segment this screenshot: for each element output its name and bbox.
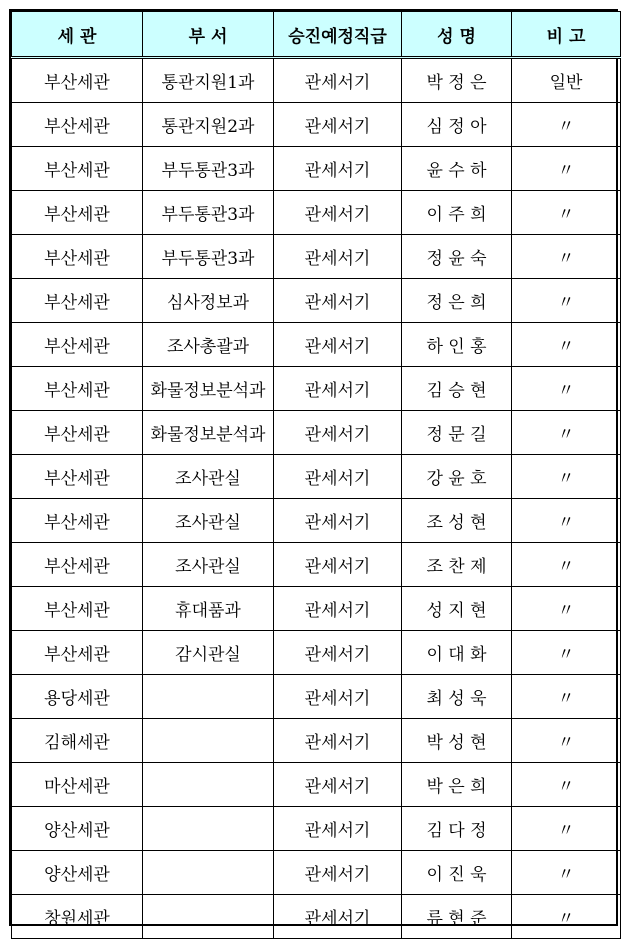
cell-remarks: 〃 [512, 895, 621, 939]
table-row [12, 851, 621, 895]
cell-department: 조사총괄과 [143, 323, 274, 367]
cell-remarks: 〃 [512, 719, 621, 763]
cell-customs-office: 부산세관 [12, 367, 143, 411]
cell-promotion-grade: 관세서기 [274, 543, 402, 587]
cell-name: 박 성 현 [402, 719, 512, 763]
cell-remarks: 〃 [512, 411, 621, 455]
cell-department: 심사정보과 [143, 279, 274, 323]
table-row [12, 719, 621, 763]
cell-customs-office: 부산세관 [12, 411, 143, 455]
cell-promotion-grade: 관세서기 [274, 58, 402, 103]
cell-department: 조사관실 [143, 543, 274, 587]
cell-department [143, 719, 274, 763]
cell-customs-office: 부산세관 [12, 235, 143, 279]
cell-customs-office: 부산세관 [12, 323, 143, 367]
cell-customs-office: 용당세관 [12, 675, 143, 719]
cell-promotion-grade: 관세서기 [274, 807, 402, 851]
cell-name: 이 주 희 [402, 191, 512, 235]
cell-remarks: 〃 [512, 543, 621, 587]
header-customs-office: 세 관 [12, 12, 143, 58]
cell-department: 통관지원2과 [143, 103, 274, 147]
cell-customs-office: 부산세관 [12, 191, 143, 235]
cell-name: 김 승 현 [402, 367, 512, 411]
table-row [12, 807, 621, 851]
cell-remarks: 〃 [512, 499, 621, 543]
cell-remarks: 〃 [512, 675, 621, 719]
cell-remarks: 〃 [512, 367, 621, 411]
cell-remarks: 〃 [512, 455, 621, 499]
cell-promotion-grade: 관세서기 [274, 719, 402, 763]
table-row [12, 323, 621, 367]
cell-promotion-grade: 관세서기 [274, 279, 402, 323]
table-row [12, 455, 621, 499]
cell-promotion-grade: 관세서기 [274, 455, 402, 499]
cell-name: 심 정 아 [402, 103, 512, 147]
cell-remarks: 〃 [512, 235, 621, 279]
cell-customs-office: 김해세관 [12, 719, 143, 763]
cell-promotion-grade: 관세서기 [274, 147, 402, 191]
table-row [12, 499, 621, 543]
table-row [12, 411, 621, 455]
table-row [12, 587, 621, 631]
cell-customs-office: 창원세관 [12, 895, 143, 939]
cell-remarks: 〃 [512, 851, 621, 895]
table-row [12, 895, 621, 939]
cell-department: 조사관실 [143, 499, 274, 543]
cell-customs-office: 부산세관 [12, 103, 143, 147]
cell-name: 조 찬 제 [402, 543, 512, 587]
cell-customs-office: 부산세관 [12, 58, 143, 103]
cell-remarks: 〃 [512, 323, 621, 367]
header-name: 성 명 [402, 12, 512, 58]
cell-promotion-grade: 관세서기 [274, 235, 402, 279]
cell-remarks: 〃 [512, 807, 621, 851]
cell-remarks: 〃 [512, 631, 621, 675]
table-header [12, 12, 621, 58]
cell-name: 이 대 화 [402, 631, 512, 675]
cell-promotion-grade: 관세서기 [274, 851, 402, 895]
cell-department: 통관지원1과 [143, 58, 274, 103]
table-row [12, 543, 621, 587]
cell-promotion-grade: 관세서기 [274, 103, 402, 147]
table-row [12, 58, 621, 103]
cell-customs-office: 양산세관 [12, 807, 143, 851]
cell-promotion-grade: 관세서기 [274, 323, 402, 367]
cell-name: 성 지 현 [402, 587, 512, 631]
header-row [12, 12, 621, 58]
cell-department: 휴대품과 [143, 587, 274, 631]
cell-name: 정 문 길 [402, 411, 512, 455]
cell-name: 정 은 희 [402, 279, 512, 323]
cell-promotion-grade: 관세서기 [274, 499, 402, 543]
cell-customs-office: 마산세관 [12, 763, 143, 807]
cell-promotion-grade: 관세서기 [274, 411, 402, 455]
cell-promotion-grade: 관세서기 [274, 763, 402, 807]
cell-name: 강 윤 호 [402, 455, 512, 499]
table-row [12, 191, 621, 235]
cell-customs-office: 부산세관 [12, 587, 143, 631]
cell-customs-office: 부산세관 [12, 455, 143, 499]
cell-customs-office: 부산세관 [12, 279, 143, 323]
table-row [12, 763, 621, 807]
cell-department [143, 895, 274, 939]
cell-remarks: 〃 [512, 103, 621, 147]
header-promotion-grade: 승진예정직급 [274, 12, 402, 58]
cell-department: 조사관실 [143, 455, 274, 499]
cell-department [143, 675, 274, 719]
cell-name: 정 윤 숙 [402, 235, 512, 279]
cell-department: 부두통관3과 [143, 191, 274, 235]
cell-name: 조 성 현 [402, 499, 512, 543]
cell-remarks: 〃 [512, 587, 621, 631]
cell-name: 최 성 욱 [402, 675, 512, 719]
cell-name: 김 다 정 [402, 807, 512, 851]
cell-name: 류 현 준 [402, 895, 512, 939]
promotion-table-frame [9, 9, 618, 929]
cell-promotion-grade: 관세서기 [274, 631, 402, 675]
cell-customs-office: 부산세관 [12, 147, 143, 191]
table-row [12, 235, 621, 279]
promotion-table [11, 11, 621, 939]
cell-department [143, 851, 274, 895]
cell-name: 윤 수 하 [402, 147, 512, 191]
cell-remarks: 〃 [512, 191, 621, 235]
cell-customs-office: 부산세관 [12, 499, 143, 543]
cell-department: 감시관실 [143, 631, 274, 675]
cell-department: 부두통관3과 [143, 235, 274, 279]
cell-remarks: 〃 [512, 763, 621, 807]
table-row [12, 367, 621, 411]
table-row [12, 279, 621, 323]
cell-promotion-grade: 관세서기 [274, 587, 402, 631]
table-body [12, 58, 621, 939]
cell-department: 부두통관3과 [143, 147, 274, 191]
cell-remarks: 〃 [512, 147, 621, 191]
cell-customs-office: 부산세관 [12, 543, 143, 587]
cell-promotion-grade: 관세서기 [274, 895, 402, 939]
cell-remarks: 일반 [512, 58, 621, 103]
cell-customs-office: 부산세관 [12, 631, 143, 675]
cell-customs-office: 양산세관 [12, 851, 143, 895]
cell-name: 박 정 은 [402, 58, 512, 103]
table-row [12, 631, 621, 675]
cell-department: 화물정보분석과 [143, 411, 274, 455]
cell-department: 화물정보분석과 [143, 367, 274, 411]
cell-remarks: 〃 [512, 279, 621, 323]
table-row [12, 103, 621, 147]
cell-promotion-grade: 관세서기 [274, 367, 402, 411]
header-department: 부 서 [143, 12, 274, 58]
cell-promotion-grade: 관세서기 [274, 191, 402, 235]
cell-department [143, 807, 274, 851]
cell-department [143, 763, 274, 807]
cell-name: 박 은 희 [402, 763, 512, 807]
cell-name: 하 인 홍 [402, 323, 512, 367]
cell-name: 이 진 욱 [402, 851, 512, 895]
header-remarks: 비 고 [512, 12, 621, 58]
table-row [12, 147, 621, 191]
table-row [12, 675, 621, 719]
cell-promotion-grade: 관세서기 [274, 675, 402, 719]
